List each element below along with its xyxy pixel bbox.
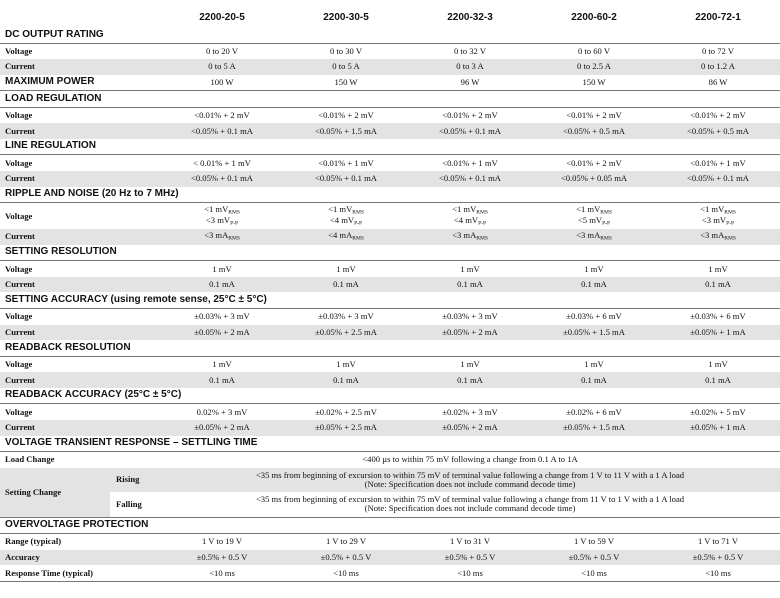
cell: <3 $mA_{RMS}$ — [656, 229, 780, 245]
cell: <0.01% + 2 mV — [566, 110, 622, 121]
cell: 1 mV — [708, 263, 728, 274]
cell: 0.1 mA — [160, 372, 284, 388]
table-row — [0, 229, 780, 245]
cell: 0 to 5 A — [160, 59, 284, 75]
cell: <35 ms from beginning of excursion to within 75 mV of terminal value following a change from 11 V to 1 V with a 1 A load (Note: Specification does not include command decode time) — [255, 494, 685, 514]
cell: ±0.5% + 0.5 V — [284, 550, 408, 566]
section-title: RIPPLE AND NOISE (20 Hz to 7 MHz) — [0, 187, 780, 203]
table-row — [0, 565, 780, 581]
cell: ±0.05% + 2 mA — [408, 325, 532, 341]
cell: <0.05% + 0.1 mA — [160, 123, 284, 139]
table-row — [0, 468, 780, 493]
cell: 150 W — [334, 76, 358, 87]
section-title: DC OUTPUT RATING — [0, 27, 780, 43]
table-row — [0, 325, 780, 341]
cell: ±0.03% + 6 mV — [566, 311, 622, 322]
cell: 1 mV — [460, 358, 480, 369]
cell: 1 mV — [212, 263, 232, 274]
cell: <1 $mV_{RMS}$ <4 $mV_{P-P}$ — [452, 203, 488, 227]
cell: <3 $mA_{RMS}$ — [408, 229, 532, 245]
table-row — [0, 492, 780, 517]
row-label: Voltage — [5, 311, 33, 322]
model-header: 2200-60-2 — [571, 11, 617, 23]
cell: 0.1 mA — [408, 277, 532, 293]
model-header: 2200-20-5 — [199, 11, 245, 23]
row-label: Setting Change — [0, 468, 110, 518]
cell: 1 V to 29 V — [325, 536, 367, 547]
cell: < 0.01% + 1 mV — [193, 157, 251, 168]
row-label: Current — [0, 59, 160, 75]
section-header — [0, 139, 780, 155]
row-label: Current — [0, 229, 160, 245]
cell: 0 to 72 V — [701, 45, 735, 56]
table-row — [0, 372, 780, 388]
cell: <10 ms — [532, 565, 656, 581]
cell: 96 W — [460, 76, 480, 87]
table-row — [0, 550, 780, 566]
row-label: Current — [0, 123, 160, 139]
cell: 1 V to 59 V — [573, 536, 615, 547]
cell: 1 mV — [584, 358, 604, 369]
cell: ±0.05% + 1 mA — [656, 420, 780, 436]
cell: <10 ms — [656, 565, 780, 581]
cell: ±0.02% + 2.5 mV — [315, 406, 377, 417]
section-header — [0, 436, 780, 452]
section-title: READBACK ACCURACY (25°C ± 5°C) — [0, 388, 780, 404]
model-header: 2200-30-5 — [323, 11, 369, 23]
table-row — [0, 203, 780, 230]
section-header — [0, 27, 780, 43]
section-title: MAXIMUM POWER — [5, 76, 95, 88]
cell: 0 to 2.5 A — [532, 59, 656, 75]
table-row — [0, 43, 780, 59]
table-row — [0, 308, 780, 324]
section-header — [0, 245, 780, 261]
table-row — [0, 452, 780, 468]
table-row — [0, 277, 780, 293]
cell: <10 ms — [284, 565, 408, 581]
cell: <0.01% + 2 mV — [318, 110, 374, 121]
cell: ±0.05% + 2 mA — [408, 420, 532, 436]
cell: <0.01% + 2 mV — [566, 157, 622, 168]
cell: 0 to 5 A — [284, 59, 408, 75]
cell: <1 $mV_{RMS}$ <4 $mV_{P-P}$ — [328, 203, 364, 227]
row-label: Voltage — [5, 406, 33, 417]
table-row — [0, 59, 780, 75]
row-label: Voltage — [5, 110, 33, 121]
cell: <0.05% + 1.5 mA — [284, 123, 408, 139]
cell: ±0.5% + 0.5 V — [408, 550, 532, 566]
cell: 0 to 60 V — [577, 45, 611, 56]
cell: 150 W — [582, 76, 606, 87]
cell: 100 W — [210, 76, 234, 87]
table-row — [0, 107, 780, 123]
cell: 1 mV — [584, 263, 604, 274]
section-title: READBACK RESOLUTION — [0, 340, 780, 356]
cell: 1 mV — [460, 263, 480, 274]
row-label: Voltage — [5, 210, 33, 221]
cell: 0.1 mA — [284, 372, 408, 388]
cell: ±0.05% + 2.5 mA — [284, 420, 408, 436]
cell: ±0.5% + 0.5 V — [656, 550, 780, 566]
cell: 0.02% + 3 mV — [196, 406, 248, 417]
cell: <0.01% + 2 mV — [194, 110, 250, 121]
cell: 0.1 mA — [408, 372, 532, 388]
cell: <1 $mV_{RMS}$ <3 $mV_{P-P}$ — [700, 203, 736, 227]
cell: 1 V to 71 V — [697, 536, 739, 547]
section-title: SETTING RESOLUTION — [0, 245, 780, 261]
cell: <0.05% + 0.5 mA — [532, 123, 656, 139]
cell: <10 ms — [408, 565, 532, 581]
cell: <0.01% + 1 mV — [442, 157, 498, 168]
table-row — [0, 420, 780, 436]
row-label: Voltage — [5, 263, 33, 274]
row-label: Accuracy — [0, 550, 160, 566]
table-row — [0, 155, 780, 171]
cell: 86 W — [708, 76, 728, 87]
cell: <0.01% + 1 mV — [690, 157, 746, 168]
cell: 0.1 mA — [532, 372, 656, 388]
cell: ±0.03% + 3 mV — [318, 311, 374, 322]
cell: 1 V to 31 V — [449, 536, 491, 547]
cell: 0.1 mA — [656, 372, 780, 388]
cell: <1 $mV_{RMS}$ <5 $mV_{P-P}$ — [576, 203, 612, 227]
cell: 0 to 1.2 A — [656, 59, 780, 75]
section-title: LINE REGULATION — [0, 139, 780, 155]
cell: 1 mV — [708, 358, 728, 369]
cell: <0.01% + 2 mV — [690, 110, 746, 121]
row-label: Range (typical) — [5, 536, 62, 547]
header-row — [0, 9, 780, 27]
cell: 0.1 mA — [656, 277, 780, 293]
row-label: Current — [0, 420, 160, 436]
cell: 0 to 20 V — [205, 45, 239, 56]
cell: 0 to 30 V — [329, 45, 363, 56]
cell: 0 to 3 A — [408, 59, 532, 75]
specifications-table — [0, 9, 780, 582]
row-label: Load Change — [5, 454, 55, 465]
table-row — [0, 356, 780, 372]
table-row — [0, 171, 780, 187]
cell: 1 V to 19 V — [201, 536, 243, 547]
cell: 0.1 mA — [532, 277, 656, 293]
cell: ±0.03% + 3 mV — [194, 311, 250, 322]
model-header: 2200-32-3 — [447, 11, 493, 23]
cell: 1 mV — [336, 263, 356, 274]
cell: ±0.05% + 2 mA — [160, 325, 284, 341]
row-label: Current — [0, 277, 160, 293]
section-header — [0, 187, 780, 203]
row-label: Voltage — [5, 45, 33, 56]
section-title: LOAD REGULATION — [0, 91, 780, 108]
section-header — [0, 340, 780, 356]
section-header — [0, 292, 780, 308]
section-title: VOLTAGE TRANSIENT RESPONSE – SETTLING TIME — [0, 436, 780, 452]
cell: <0.01% + 1 mV — [318, 157, 374, 168]
section-title: OVERVOLTAGE PROTECTION — [0, 517, 780, 534]
model-header: 2200-72-1 — [695, 11, 741, 23]
cell: ±0.05% + 2.5 mA — [284, 325, 408, 341]
cell: 1 mV — [212, 358, 232, 369]
row-label: Voltage — [5, 358, 33, 369]
cell: ±0.5% + 0.5 V — [160, 550, 284, 566]
cell: ±0.02% + 5 mV — [690, 406, 746, 417]
row-sublabel: Falling — [116, 498, 142, 509]
cell: <0.05% + 0.1 mA — [408, 171, 532, 187]
cell: <0.05% + 0.1 mA — [408, 123, 532, 139]
table-row — [0, 75, 780, 91]
table-row — [0, 123, 780, 139]
cell: <4 $mA_{RMS}$ — [284, 229, 408, 245]
cell: 0 to 32 V — [453, 45, 487, 56]
row-label: Voltage — [5, 157, 33, 168]
cell: 0.1 mA — [284, 277, 408, 293]
row-label: Current — [0, 325, 160, 341]
section-header — [0, 91, 780, 108]
cell: <0.01% + 2 mV — [442, 110, 498, 121]
cell: <10 ms — [160, 565, 284, 581]
cell: <0.05% + 0.5 mA — [656, 123, 780, 139]
cell: ±0.05% + 1 mA — [656, 325, 780, 341]
cell: ±0.05% + 2 mA — [160, 420, 284, 436]
row-label: Current — [0, 171, 160, 187]
section-title: SETTING ACCURACY (using remote sense, 25°C ± 5°C) — [0, 292, 780, 308]
cell: <1 $mV_{RMS}$ <3 $mV_{P-P}$ — [204, 203, 240, 227]
section-header — [0, 517, 780, 534]
row-sublabel: Rising — [110, 468, 160, 493]
row-label: Current — [0, 372, 160, 388]
table-row — [0, 404, 780, 420]
cell: ±0.5% + 0.5 V — [532, 550, 656, 566]
cell: <3 $mA_{RMS}$ — [160, 229, 284, 245]
cell: ±0.05% + 1.5 mA — [532, 325, 656, 341]
cell: ±0.05% + 1.5 mA — [532, 420, 656, 436]
cell: <400 µs to within 75 mV following a change from 0.1 A to 1A — [362, 454, 578, 465]
cell: <35 ms from beginning of excursion to within 75 mV of terminal value following a change from 1 V to 11 V with a 1 A load (Note: Specification does not include command decode time) — [160, 468, 780, 493]
cell: ±0.03% + 6 mV — [690, 311, 746, 322]
row-label: Response Time (typical) — [0, 565, 160, 581]
table-row — [0, 534, 780, 550]
cell: 0.1 mA — [160, 277, 284, 293]
section-header — [0, 388, 780, 404]
cell: <0.05% + 0.05 mA — [532, 171, 656, 187]
cell: <0.05% + 0.1 mA — [160, 171, 284, 187]
cell: ±0.02% + 6 mV — [566, 406, 622, 417]
table-row — [0, 261, 780, 277]
cell: ±0.02% + 3 mV — [442, 406, 498, 417]
cell: <0.05% + 0.1 mA — [284, 171, 408, 187]
cell: ±0.03% + 3 mV — [442, 311, 498, 322]
cell: 1 mV — [336, 358, 356, 369]
cell: <3 $mA_{RMS}$ — [532, 229, 656, 245]
cell: <0.05% + 0.1 mA — [656, 171, 780, 187]
